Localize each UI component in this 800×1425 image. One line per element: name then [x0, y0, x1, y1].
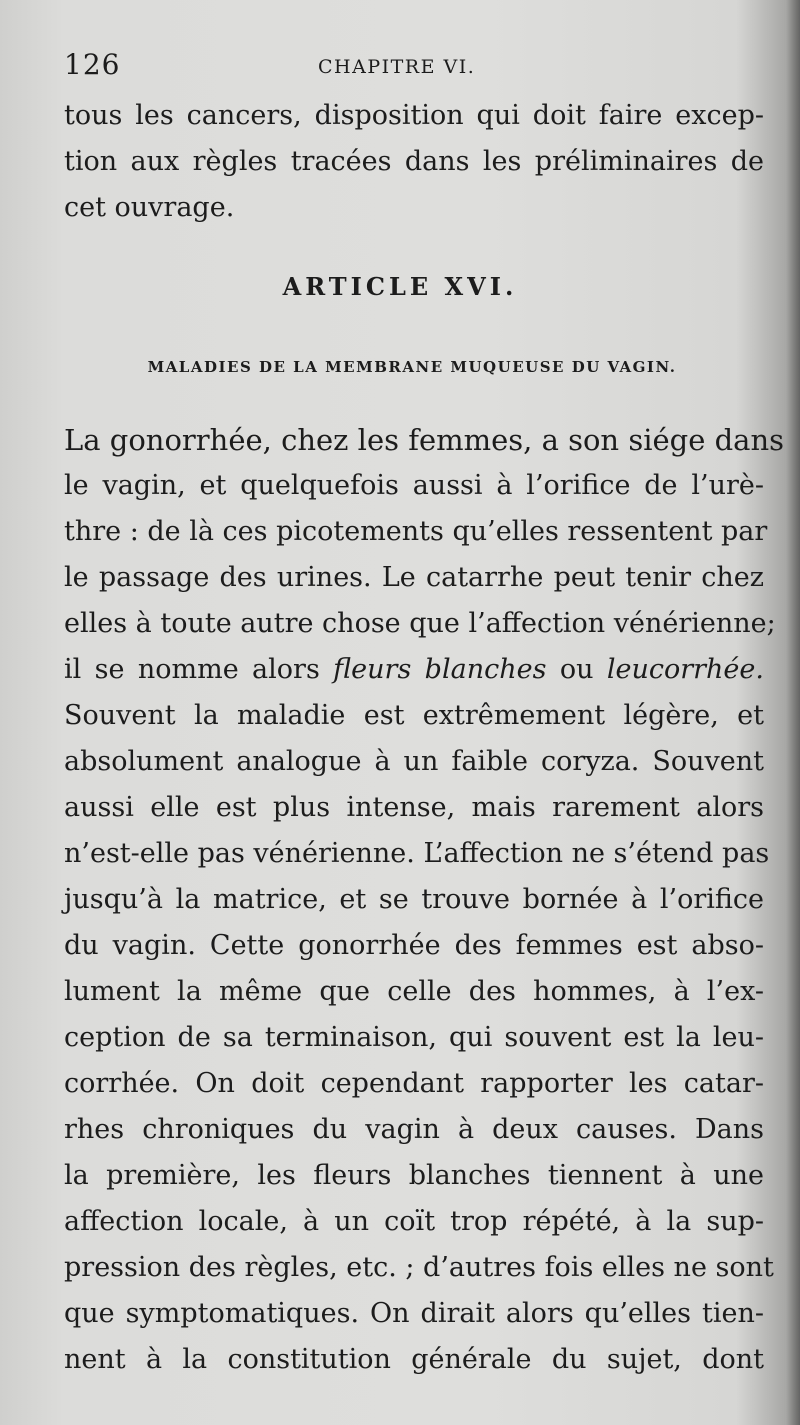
text-line: elles à toute autre chose que l’affection vénérienne;	[64, 608, 776, 639]
text-line: le vagin, et quelquefois aussi à l’orifice de l’urè-	[64, 470, 764, 501]
text-line: affection locale, à un coït trop répété, à la sup-	[64, 1206, 764, 1237]
text-line: nent à la constitution générale du sujet, dont	[64, 1344, 764, 1375]
page-number: 126	[64, 48, 121, 81]
text-line: la première, les fleurs blanches tiennent à une	[64, 1160, 764, 1191]
page-gutter-shadow	[786, 0, 800, 1425]
text-line: ception de sa terminaison, qui souvent est la leu-	[64, 1022, 764, 1053]
text-line: lument la même que celle des hommes, à l’ex-	[64, 976, 764, 1007]
text-line: du vagin. Cette gonorrhée des femmes est abso-	[64, 930, 764, 961]
text-line: tion aux règles tracées dans les préliminaires de	[64, 146, 764, 177]
text-line: aussi elle est plus intense, mais rarement alors	[64, 792, 764, 823]
running-head: CHAPITRE VI.	[318, 56, 476, 78]
text-line: tous les cancers, disposition qui doit faire excep-	[64, 100, 764, 131]
text-line: le passage des urines. Le catarrhe peut tenir chez	[64, 562, 764, 593]
italic-term: fleurs blanches	[333, 654, 547, 685]
text-line-with-italics	[64, 650, 764, 690]
text-line: pression des règles, etc. ; d’autres fois elles ne sont	[64, 1252, 774, 1283]
text-line: jusqu’à la matrice, et se trouve bornée à l’orifice	[64, 884, 764, 915]
text-segment: ou	[559, 654, 594, 685]
text-line: n’est-elle pas vénérienne. L’affection ne s’étend pas	[64, 838, 770, 869]
text-line: Souvent la maladie est extrêmement légère, et	[64, 700, 764, 731]
section-title: MALADIES DE LA MEMBRANE MUQUEUSE DU VAGIN.	[147, 358, 677, 376]
text-line: absolument analogue à un faible coryza. Souvent	[64, 746, 764, 777]
text-line: que symptomatiques. On dirait alors qu’elles tien-	[64, 1298, 764, 1329]
article-title: ARTICLE XVI.	[282, 272, 518, 301]
text-line: cet ouvrage.	[64, 192, 235, 223]
page-header	[64, 48, 760, 88]
text-line: rhes chroniques du vagin à deux causes. Dans	[64, 1114, 764, 1145]
text-segment: il se nomme alors	[64, 654, 320, 685]
text-line: thre : de là ces picotements qu’elles ressentent par	[64, 516, 768, 547]
text-line: La gonorrhée, chez les femmes, a son siége dans	[64, 423, 785, 457]
text-line: corrhée. On doit cependant rapporter les catar-	[64, 1068, 764, 1099]
italic-term: leucorrhée.	[606, 654, 764, 685]
